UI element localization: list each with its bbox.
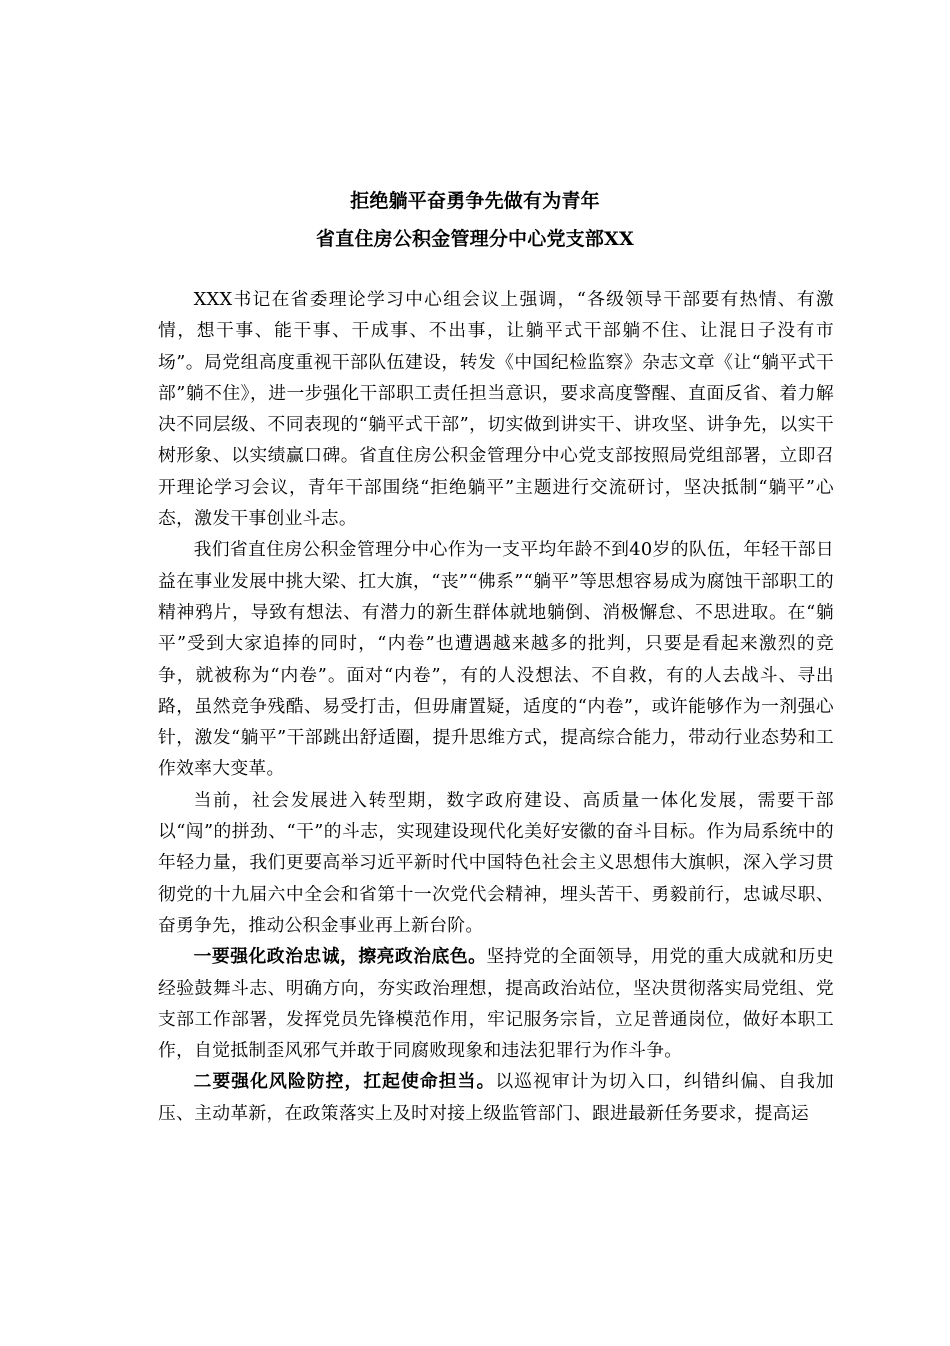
- title-block: [0, 182, 950, 258]
- document-body: [158, 284, 834, 1129]
- paragraph-3: [158, 785, 834, 941]
- paragraph-text: 我们省直住房公积金管理分中心作为一支平均年龄不到40岁的队伍，年轻干部日益在事业发展中挑大梁、扛大旗，“丧”“佛系”“躺平”等思想容易成为腐蚀干部职工的精神鸦片，导致有想法、有潜力的新生群体就地躺倒、消极懈怠、不思进取。在“躺平”受到大家追捧的同时，“内卷”也遭遇越来越多的批判，只要是看起来激烈的竞争，就被称为“内卷”。面对“内卷”，有的人没想法、不自救，有的人去战斗、寻出路，虽然竞争残酷、易受打击，但毋庸置疑，适度的“内卷”，或许能够作为一剂强心针，激发“躺平”干部跳出舒适圈，提升思维方式，提高综合能力，带动行业态势和工作效率大变革。: [158, 539, 834, 780]
- paragraph-text: 以巡视审计为切入口，纠错纠偏、自我加压、主动革新，在政策落实上及时对接上级监管部门、跟进最新任务要求，提高运: [158, 1071, 834, 1124]
- document-author-line: 省直住房公积金管理分中心党支部XX: [316, 228, 634, 250]
- paragraph-5: [158, 1066, 834, 1129]
- paragraph-lead-heading: 二要强化风险防控，扛起使命担当。: [193, 1071, 496, 1093]
- paragraph-4: [158, 941, 834, 1066]
- paragraph-2: [158, 534, 834, 784]
- paragraph-1: [158, 284, 834, 534]
- paragraph-lead-heading: 一要强化政治忠诚，擦亮政治底色。: [193, 946, 487, 968]
- paragraph-text: 坚持党的全面领导，用党的重大成就和历史经验鼓舞斗志、明确方向，夯实政治理想，提高政治站位，坚决贯彻落实局党组、党支部工作部署，发挥党员先锋模范作用，牢记服务宗旨，立足普通岗位，做好本职工作，自觉抵制歪风邪气并敢于同腐败现象和违法犯罪行为作斗争。: [158, 946, 834, 1062]
- paragraph-text: XXX书记在省委理论学习中心组会议上强调，“各级领导干部要有热情、有激情，想干事、能干事、干成事、不出事，让躺平式干部躺不住、让混日子没有市场”。局党组高度重视干部队伍建设，转发《中国纪检监察》杂志文章《让“躺平式干部”躺不住》，进一步强化干部职工责任担当意识，要求高度警醒、直面反省、着力解决不同层级、不同表现的“躺平式干部”，切实做到讲实干、讲攻坚、讲争先，以实干树形象、以实绩赢口碑。省直住房公积金管理分中心党支部按照局党组部署，立即召开理论学习会议，青年干部围绕“拒绝躺平”主题进行交流研讨，坚决抵制“躺平”心态，激发干事创业斗志。: [158, 289, 834, 530]
- paragraph-text: 当前，社会发展进入转型期，数字政府建设、高质量一体化发展，需要干部以“闯”的拼劲、“干”的斗志，实现建设现代化美好安徽的奋斗目标。作为局系统中的年轻力量，我们更要高举习近平新时代中国特色社会主义思想伟大旗帜，深入学习贯彻党的十九届六中全会和省第十一次党代会精神，埋头苦干、勇毅前行，忠诚尽职、奋勇争先，推动公积金事业再上新台阶。: [158, 789, 834, 936]
- document-title: 拒绝躺平奋勇争先做有为青年: [350, 190, 600, 212]
